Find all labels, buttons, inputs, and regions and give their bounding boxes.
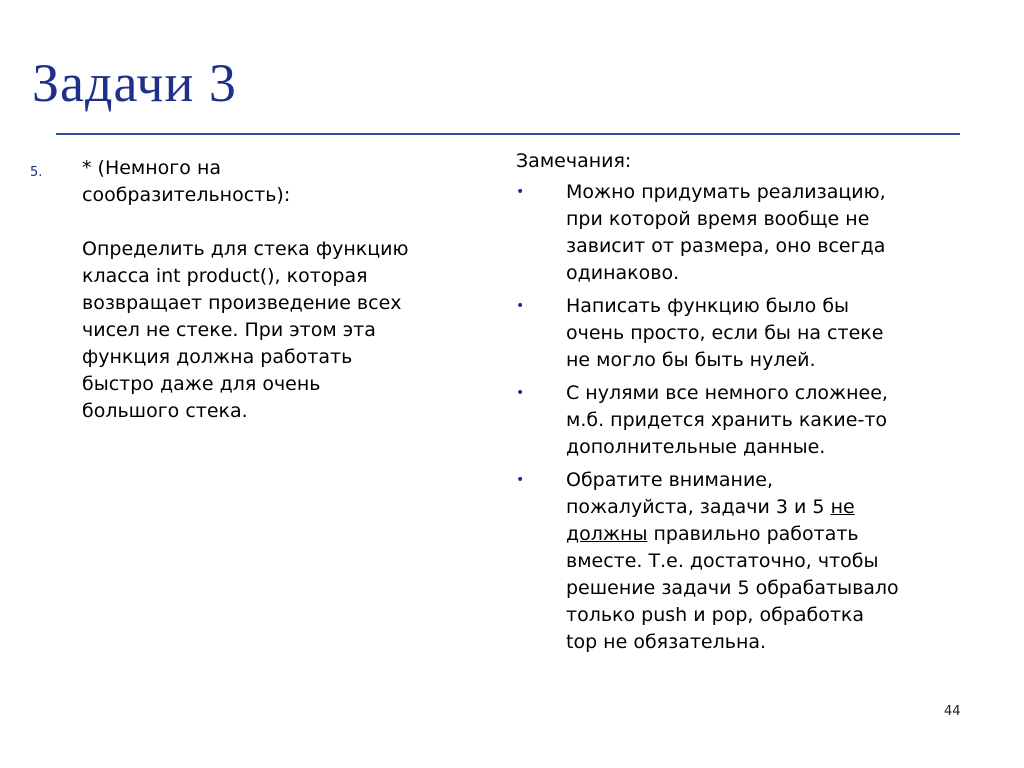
notes-heading: Замечания:: [516, 150, 632, 172]
task-line: * (Немного на: [82, 157, 222, 179]
task-column: [30, 155, 470, 425]
task-paragraph-line: быстро даже для очень: [82, 373, 321, 395]
task-paragraph-line: класса int product(), которая: [82, 265, 368, 287]
slide-title: Задачи 3: [32, 53, 237, 113]
note-line: [566, 494, 974, 521]
notes-list: [514, 179, 974, 656]
underlined-text: должны: [566, 523, 648, 545]
underlined-text: не: [830, 496, 855, 518]
note-item: [514, 380, 974, 461]
note-line: зависит от размера, оно всегда: [566, 235, 886, 257]
note-line: Обратите внимание,: [566, 469, 774, 491]
note-line: только push и pop, обработка: [566, 604, 865, 626]
note-line: при которой время вообще не: [566, 208, 870, 230]
note-line: Написать функцию было бы: [566, 295, 850, 317]
note-line: Можно придумать реализацию,: [566, 181, 886, 203]
note-line: не могло бы быть нулей.: [566, 349, 816, 371]
note-line: дополнительные данные.: [566, 436, 826, 458]
note-line: вместе. Т.е. достаточно, чтобы: [566, 550, 879, 572]
task-text: [82, 155, 470, 425]
task-paragraph-line: возвращает произведение всех: [82, 292, 402, 314]
task-number: 5.: [30, 165, 43, 180]
task-line: сообразительность):: [82, 184, 291, 206]
note-line: top не обязательна.: [566, 631, 767, 653]
note-text: пожалуйста, задачи 3 и 5: [566, 496, 831, 518]
note-line: С нулями все немного сложнее,: [566, 382, 888, 404]
bullet-icon: •: [516, 385, 525, 401]
task-paragraph-line: Определить для стека функцию: [82, 238, 409, 260]
page-number: 44: [944, 704, 961, 719]
bullet-icon: •: [516, 472, 525, 488]
title-divider: [56, 133, 960, 135]
note-item: [514, 467, 974, 656]
notes-column: [514, 148, 974, 662]
note-line: очень просто, если бы на стеке: [566, 322, 884, 344]
task-paragraph-line: чисел не стеке. При этом эта: [82, 319, 376, 341]
note-line: решение задачи 5 обрабатывало: [566, 577, 899, 599]
task-paragraph-line: функция должна работать: [82, 346, 353, 368]
note-line: одинаково.: [566, 262, 680, 284]
bullet-icon: •: [516, 184, 525, 200]
task-paragraph-line: большого стека.: [82, 400, 248, 422]
note-line: м.б. придется хранить какие-то: [566, 409, 888, 431]
note-item: [514, 293, 974, 374]
bullet-icon: •: [516, 298, 525, 314]
note-item: [514, 179, 974, 287]
note-line: [566, 521, 974, 548]
note-text: правильно работать: [647, 523, 859, 545]
